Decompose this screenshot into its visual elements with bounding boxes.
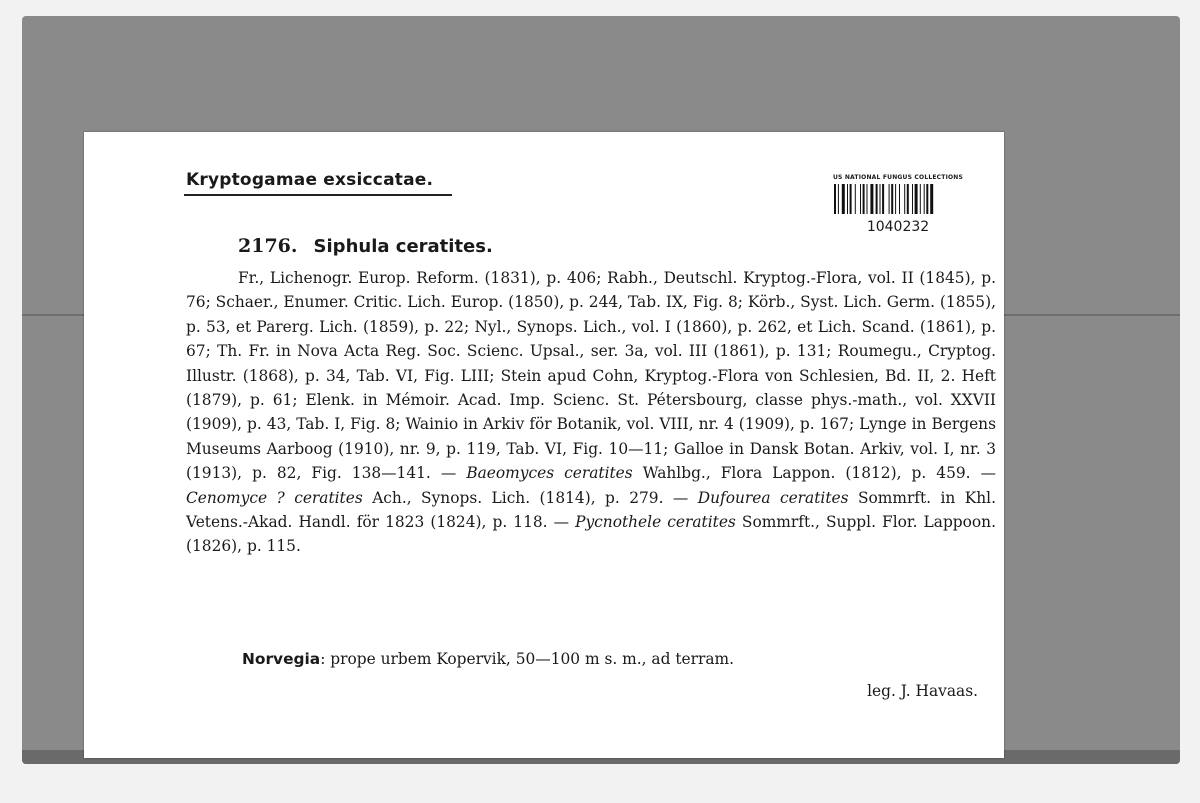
species-heading bbox=[238, 235, 493, 257]
species-number: 2176. bbox=[238, 235, 298, 257]
series-title: Kryptogamae exsiccatae. bbox=[186, 170, 434, 190]
barcode-number: 1040232 bbox=[866, 219, 930, 235]
specimen-label bbox=[84, 132, 1004, 758]
reference-text: Sommrft., Suppl. Flor. Lappoon. (1826), p. 115. bbox=[186, 513, 996, 556]
barcode-sticker bbox=[828, 174, 968, 236]
barcode-caption: US NATIONAL FUNGUS COLLECTIONS bbox=[832, 174, 964, 181]
reference-text: Fr., Lichenogr. Europ. Reform. (1831), p. 406; Rabh., Deutschl. Kryptog.-Flora, vol. II (1845), p. 76; Schaer., Enumer. Critic. Lich. Europ. (1850), p. 244, Tab. IX, Fig. 8; Körb., Syst. Lich. Germ. (1855), p. 53, et Parerg. Lich. (1859), p. 22; Nyl., Synops. Lich., vol. I (1860), p. 262, et Lich. Scand. (1861), p. 67; Th. Fr. in Nova Acta Reg. Soc. Scienc. Upsal., ser. 3a, vol. III (1861), p. 131; Roumegu., Cryptog. Illustr. (1868), p. 34, Tab. VI, Fig. LIII; Stein apud Cohn, Kryptog.-Flora von Schlesien, Bd. II, 2. Heft (1879), p. 61; Elenk. in Mémoir. Acad. Imp. Scienc. St. Pétersbourg, classe phys.-math., vol. XXVII (1909), p. 43, Tab. I, Fig. 8; Wainio in Arkiv för Botanik, vol. VIII, nr. 4 (1909), p. 167; Lynge in Bergens Museums Aarboog (1910), nr. 9, p. 119, Tab. VI, Fig. 10—11; Galloe in Dansk Botan. Arkiv, vol. I, nr. 3 (1913), p. 82, Fig. 138—141. — bbox=[186, 269, 996, 483]
barcode-icon bbox=[834, 184, 962, 214]
reference-text: Sommrft. in Khl. Vetens.-Akad. Handl. för 1823 (1824), p. 118. — bbox=[186, 488, 996, 532]
synonym-name: Pycnothele ceratites bbox=[575, 513, 736, 532]
literature-references bbox=[186, 266, 996, 559]
reference-text: Wahlbg., Flora Lappon. (1812), p. 459. — bbox=[632, 464, 996, 483]
locality-line bbox=[242, 650, 1002, 668]
synonym-name: Cenomyce ? ceratites bbox=[186, 488, 363, 507]
locality-region: Norvegia bbox=[242, 650, 321, 668]
series-title-underline bbox=[184, 194, 452, 196]
locality-text: : prope urbem Kopervik, 50—100 m s. m., ad terram. bbox=[320, 650, 734, 668]
reference-text: Ach., Synops. Lich. (1814), p. 279. — bbox=[362, 488, 698, 507]
collector-line: leg. J. Havaas. bbox=[867, 682, 978, 700]
synonym-name: Baeomyces ceratites bbox=[466, 464, 633, 483]
species-name: Siphula ceratites. bbox=[313, 236, 493, 257]
synonym-name: Dufourea ceratites bbox=[697, 488, 849, 507]
